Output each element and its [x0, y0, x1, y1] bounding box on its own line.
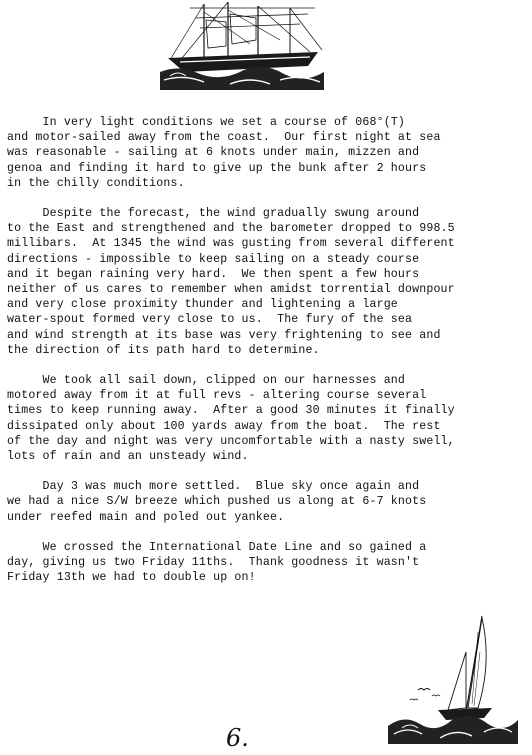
paragraph-2: Despite the forecast, the wind gradually swung around to the East and strengthened and the barometer dropped to 998.5 millibars. At 1345 the wind was gusting from several different directions - impossible to keep sailing on a steady course and it began raining very hard. We then spent a few hours neither of us cares to remember when amidst torrential downpour and very close proximity thunder and lightening a large water-spout formed very close to us. The fury of the sea and wind strength at its base was very frightening to see and the direction of its path hard to determine. [7, 207, 455, 357]
paragraph-5: We crossed the International Date Line and so gained a day, giving us two Friday 11ths. Thank goodness it wasn't Friday 13th we had to double up on! [7, 540, 427, 585]
paragraph-4: Day 3 was much more settled. Blue sky once again and we had a nice S/W breeze which pushed us along at 6-7 knots under reefed main and poled out yankee. [7, 480, 427, 524]
page-number: 6. [226, 724, 249, 752]
paragraph-3: We took all sail down, clipped on our harnesses and motored away from it at full revs - altering course several times to keep running away. After a good 30 minutes it finally dissipated only about 100 yards away from the boat. The rest of the day and night was very uncomfortable with a nasty swell, lots of rain and an unsteady wind. [7, 374, 455, 464]
sailing-ship-icon [160, 0, 324, 92]
body-text [7, 115, 531, 600]
sailboat-icon [388, 612, 518, 744]
paragraph-1: In very light conditions we set a course of 068°(T) and motor-sailed away from the coast. Our first night at sea was reasonable - sailing at 6 knots under main, mizzen and genoa and finding it hard to give up the bunk after 2 hours in the chilly conditions. [7, 116, 441, 190]
